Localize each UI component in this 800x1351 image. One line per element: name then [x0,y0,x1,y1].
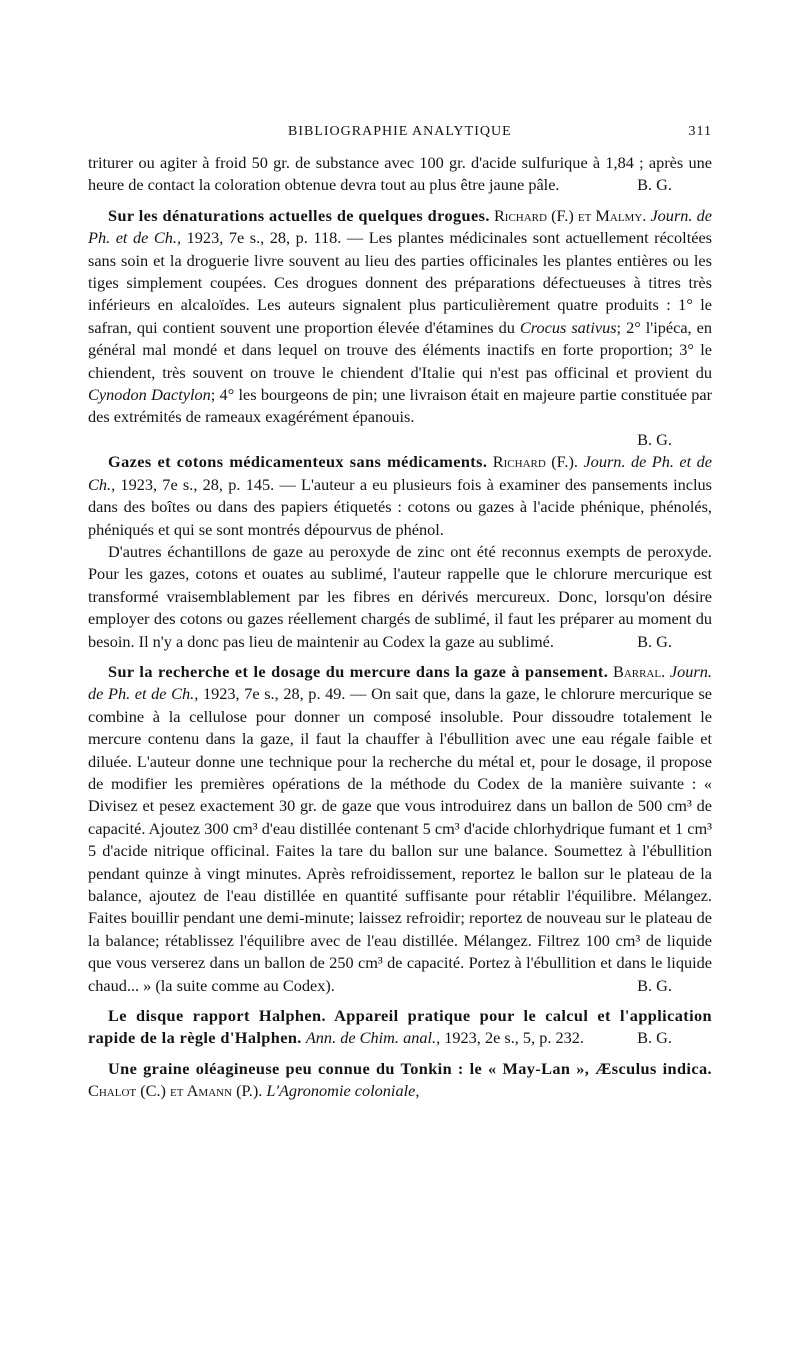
article-denaturations [88,205,712,451]
species-name: Crocus sativus [519,317,617,337]
article-body-b: D'autres échantillons de gaze au peroxyde de zinc ont été reconnus exempts de peroxyde. Pour les gazes, cotons et ouates au sublimé, l'auteur rappelle que le chlorure mercurique est transformé vraisemblablement par les fibres en dérivés mercureux. Donc, lorsqu'on désire employer des cotons ou gazes réellement chargés de sublimé, il faut les préparer au moment du besoin. Il n'y a donc pas lieu de maintenir au Codex la gaze au sublimé. [88,541,712,651]
species-name: Cynodon Dactylon [88,385,211,405]
article-title: Le disque rapport Halphen. Appareil pratique pour le calcul et l'application rapide de la règle d'Halphen. [88,1006,712,1048]
article-authors: Richard (F.) et Malmy. [493,205,647,225]
article-body-b: ; 2° l'ipéca, en général mal mondé et dans lequel on trouve des éléments inactifs en forte proportion; 3° le chiendent, très souvent on trouve le chiendent d'Italie qui n'est pas officinal et provient du [88,317,712,382]
article-journal: Journ. de Ph. et de Ch., [88,205,712,248]
article-paragraph [88,541,712,653]
article-reference: 1923, 2e s., 5, p. 232. [444,1028,584,1048]
article-journal: Ann. de Chim. anal., [305,1028,441,1048]
continuation-initials: B. G. [637,175,672,195]
article-disque-halphen [88,1005,712,1050]
article-body: On sait que, dans la gaze, le chlorure mercurique se combine à la cellulose pour donner un composé insoluble. Pour dissoudre totalement le mercure contenu dans la gaze, il faut la chauffer à l'ébullition avec une eau régale faible et diluée. L'auteur donne une technique pour la recherche du métal et, pour le dosage, il propose de modifier les premières opérations de la méthode du Codex de la manière suivante : « Divisez et pesez exactement 30 gr. de gaze que vous introduirez dans un ballon de 500 cm³ de capacité. Ajoutez 300 cm³ d'eau distillée contenant 5 cm³ d'acide chlorhydrique fumant et 1 cm³ 5 d'acide nitrique officinal. Faites la tare du ballon sur une balance. Soumettez à l'ébullition pendant quinze à vingt minutes. Après refroidissement, reportez le ballon sur le plateau de la balance, ajoutez de l'eau distillée en quantité suffisante pour rétablir l'équilibre. Mélangez. Faites bouillir pendant une demi-minute; laissez refroidir; reportez de nouveau sur le plateau de la balance; rétablissez l'équilibre avec de l'eau distillée. Mélangez. Filtrez 100 cm³ de liquide que vous verserez dans un ballon de 250 cm³ de capacité. Portez à l'ébullition et dans le liquide chaud... » (la suite comme au Codex). [88,684,713,995]
article-body-a: L'auteur a eu plusieurs fois à examiner des pansements inclus dans des boîtes ou dans des papiers étiquetés : cotons ou gazes à l'acide phénique, phénolés, phéniqués et qui se sont montrés dépourvus de phénol. [88,474,712,539]
reviewer-initials: B. G. [637,1028,672,1048]
continuation-text: triturer ou agiter à froid 50 gr. de substance avec 100 gr. d'acide sulfurique à 1,84 ; après une heure de contact la coloration obtenue devra tout au plus être jaune pâle. [88,153,712,195]
article-reference: 1923, 7e s., 28, p. 49. — [202,684,367,704]
article-paragraph [88,205,712,429]
article-authors: Barral. [612,661,666,681]
running-title: BIBLIOGRAPHIE ANALYTIQUE [288,124,512,139]
article-title: Une graine oléagineuse peu connue du Tonkin : le « May-Lan », Æsculus indica. [108,1058,712,1078]
article-paragraph [88,1005,712,1050]
reviewer-initials: B. G. [637,975,672,995]
reviewer-initials: B. G. [637,429,672,449]
article-graine-tonkin [88,1058,712,1103]
article-title: Sur les dénaturations actuelles de quelques drogues. [108,205,490,225]
continuation-paragraph [88,152,712,197]
article-journal: Journ. de Ph. et de Ch., [88,661,712,704]
article-authors: Richard (F.). [492,452,578,472]
article-paragraph [88,451,712,541]
article-journal: Journ. de Ph. et de Ch., [88,452,712,494]
article-gazes-cotons [88,451,712,653]
article-paragraph [88,661,712,997]
article-reference: 1923, 7e s., 28, p. 118. — [186,228,364,248]
page-header [88,124,712,144]
article-mercure-gaze [88,661,712,997]
article-title: Sur la recherche et le dosage du mercure dans la gaze à pansement. [108,661,609,681]
article-journal: L'Agronomie coloniale, [266,1081,420,1101]
article-paragraph [88,1058,712,1103]
article-authors: Chalot (C.) et Amann (P.). [88,1081,263,1101]
article-reference: 1923, 7e s., 28, p. 145. — [120,474,296,494]
article-body-c: ; 4° les bourgeons de pin; une livraison était en majeure partie constituée par des extrémités de rameaux exagérément épanouis. [88,385,712,427]
page-content [88,152,712,1103]
article-body-a: Les plantes médicinales sont actuellement récoltées sans soin et la droguerie livre souvent au lieu des parties officinales les plantes entières ou les tiges simplement coupées. Ces drogues donnent des préparations défectueuses à titres très inférieurs en alcaloïdes. Les auteurs signalent plus particulièrement quatre produits : 1° le safran, qui contient souvent une proportion élevée d'étamines du [88,228,713,337]
reviewer-initials: B. G. [637,631,672,651]
article-title: Gazes et cotons médicamenteux sans médicaments. [108,452,488,472]
page-number: 311 [688,124,712,139]
